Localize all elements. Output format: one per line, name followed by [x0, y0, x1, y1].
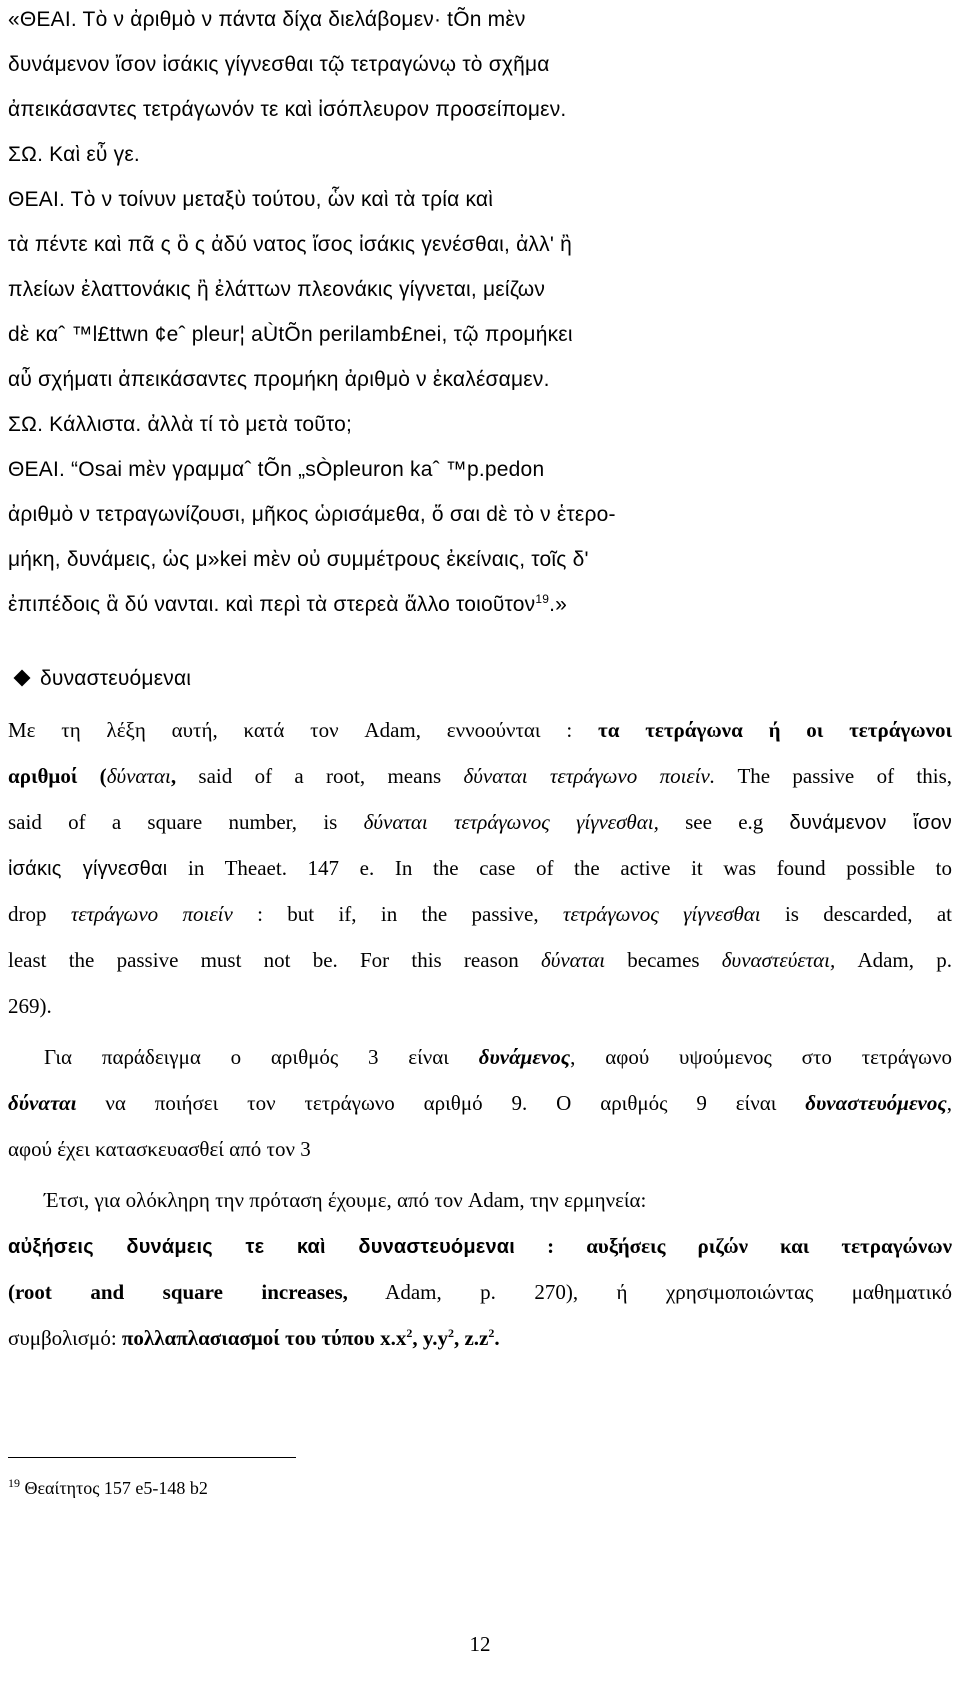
- para1-line: [8, 902, 952, 927]
- quote-line: ἀπεικάσαντες τετράγωνόν τε καὶ ἰσόπλευρον προσείπομεν.: [8, 98, 567, 121]
- greek-bold-run: αὐξήσεις δυνάμεις τε καὶ δυναστευόμεναι: [8, 1236, 516, 1258]
- para1-line: 269).: [8, 994, 52, 1018]
- italic-run: δύναται τετράγωνο ποιείν.: [463, 764, 716, 788]
- greek-run: δυνάμενον ἴσον: [789, 812, 953, 834]
- quote-line: [8, 593, 567, 617]
- text-run: συμβολισμό:: [8, 1326, 122, 1350]
- text-run: The passive of this,: [715, 764, 952, 788]
- para1-line: [8, 718, 952, 743]
- para3-line: [8, 1280, 952, 1305]
- text-run: said of a root, means: [198, 764, 464, 788]
- text-run: drop: [8, 902, 71, 926]
- text-run: becames: [605, 948, 722, 972]
- bold-run: πολλαπλασιασμοί του τύπου x.x: [121, 1326, 407, 1350]
- quote-line: αὖ σχήματι ἀπεικάσαντες προμήκη ἀριθμὸ ν ἐκαλέσαμεν.: [8, 368, 550, 391]
- bold-italic-run: δύναται: [8, 1091, 77, 1115]
- bold-run: .: [494, 1326, 500, 1350]
- superscript: 2: [406, 1326, 413, 1340]
- para3-line: [8, 1326, 500, 1351]
- italic-run: τετράγωνος γίγνεσθαι: [562, 902, 761, 926]
- para1-line: [8, 856, 952, 881]
- quote-line: ΘΕΑΙ. Τὸ ν τοίνυν μεταξὺ τούτου, ὧν καὶ τὰ τρία καὶ: [8, 188, 494, 211]
- para2-line: αφού έχει κατασκευασθεί από τον 3: [8, 1137, 311, 1161]
- text-run: Adam, p.: [835, 948, 952, 972]
- footnote-number: 19: [8, 1476, 20, 1490]
- text-run: να ποιήσει τον τετράγωνο αριθμό 9. Ο αριθμός 9 είναι: [76, 1091, 806, 1115]
- quote-text: ἐπιπέδοις ἃ δύ νανται. καὶ περὶ τὰ στερεὰ ἄλλο τοιοῦτον: [8, 593, 536, 616]
- text-run: said of a square number, is: [8, 810, 364, 834]
- footnote-text: Θεαίτητος 157 e5-148 b2: [20, 1478, 208, 1498]
- text-run: see e.g: [658, 810, 790, 834]
- footnote-ref[interactable]: 19: [535, 592, 550, 606]
- para1-line: [8, 810, 952, 835]
- greek-run: ἰσάκις γίγνεσθαι: [8, 858, 168, 880]
- section-heading: [8, 667, 191, 691]
- quote-line: πλείων ἐλαττονάκις ἢ ἐλάττων πλεονάκις γίγνεται, μείζων: [8, 278, 546, 301]
- italic-run: τετράγωνο ποιείν: [70, 902, 233, 926]
- text-run: : but if, in the passive,: [232, 902, 563, 926]
- diamond-bullet-icon: [14, 670, 31, 687]
- quote-line: ΣΩ. Κάλλιστα. ἀλλὰ τί τὸ μετὰ τοῦτο;: [8, 413, 352, 436]
- text-run: least the passive must not be. For this reason: [8, 948, 541, 972]
- para1-line: [8, 764, 952, 789]
- quote-line: ΣΩ. Καὶ εὖ γε.: [8, 143, 140, 166]
- text-run: ,: [946, 1091, 952, 1115]
- bold-run: , z.z: [453, 1326, 489, 1350]
- text-run: in Theaet. 147 e. In the case of the active it was found possible to: [167, 856, 952, 880]
- bold-run: αριθμοί (: [8, 764, 107, 788]
- page-number: 12: [469, 1632, 491, 1656]
- para3-line: [8, 1234, 952, 1259]
- text-run: Με τη λέξη αυτή, κατά τον Adam, εννοούνται :: [8, 718, 599, 742]
- quote-line: dὲ καˆ ™l£ttwn ¢eˆ pleur¦ aÙtÕn perilamb£nei, τῷ προμήκει: [8, 323, 573, 346]
- bold-run: : αυξήσεις ριζών και τετραγώνων: [515, 1234, 952, 1258]
- heading-text: δυναστευόμεναι: [40, 667, 192, 690]
- bold-run: , y.y: [412, 1326, 448, 1350]
- para3-line: Έτσι, για ολόκληρη την πρόταση έχουμε, από τον Adam, την ερμηνεία:: [44, 1188, 647, 1212]
- bold-italic-run: δυνάμενος: [478, 1045, 571, 1069]
- quote-line: ΘΕΑΙ. “Osai mὲν γραμμαˆ tÕn „sÒpleuron kaˆ ™p.pedon: [8, 458, 545, 481]
- bold-run: (root and square increases,: [8, 1280, 348, 1304]
- superscript: 2: [447, 1326, 454, 1340]
- superscript: 2: [488, 1326, 495, 1340]
- para2-line: [8, 1091, 952, 1116]
- text-run: , αφού υψούμενος στο τετράγωνο: [570, 1045, 952, 1069]
- quote-line: ἀριθμὸ ν τετραγωνίζουσι, μῆκος ὡρισάμεθα, ὅ σαι dὲ τὸ ν ἑτερο-: [8, 503, 616, 526]
- text-run: Adam, p. 270), ή χρησιμοποιώντας μαθηματικό: [347, 1280, 953, 1304]
- italic-run: δύναται: [106, 764, 171, 788]
- quote-line: «ΘΕΑΙ. Τὸ ν ἀριθμὸ ν πάντα δίχα διελάβομεν· tÕn mὲν: [8, 8, 526, 31]
- bold-run: τα τετράγωνα ή οι τετράγωνοι: [598, 718, 952, 742]
- para1-line: [8, 948, 952, 973]
- quote-line: τὰ πέντε καὶ πᾶ ς ὃ ς ἀδύ νατος ἴσος ἰσάκις γενέσθαι, ἀλλ' ἢ: [8, 233, 572, 256]
- quote-line: μήκη, δυνάμεις, ὡς μ»kei mὲν οὐ συμμέτρους ἐκείναις, τοῖς δ': [8, 548, 589, 571]
- footnote: [8, 1478, 208, 1499]
- italic-run: δύναται τετράγωνος γίγνεσθαι,: [363, 810, 659, 834]
- bold-italic-run: δυναστευόμενος: [805, 1091, 947, 1115]
- para2-line: [44, 1045, 952, 1070]
- quote-line: δυνάμενον ἴσον ἰσάκις γίγνεσθαι τῷ τετραγώνῳ τὸ σχῆμα: [8, 53, 550, 76]
- italic-run: δυναστεύεται,: [721, 948, 836, 972]
- text-run: is descarded, at: [760, 902, 952, 926]
- italic-run: δύναται: [540, 948, 606, 972]
- footnote-separator: [8, 1457, 296, 1458]
- bold-run: ,: [170, 764, 199, 788]
- text-run: Για παράδειγμα ο αριθμός 3 είναι: [44, 1045, 479, 1069]
- quote-close: .»: [549, 593, 567, 616]
